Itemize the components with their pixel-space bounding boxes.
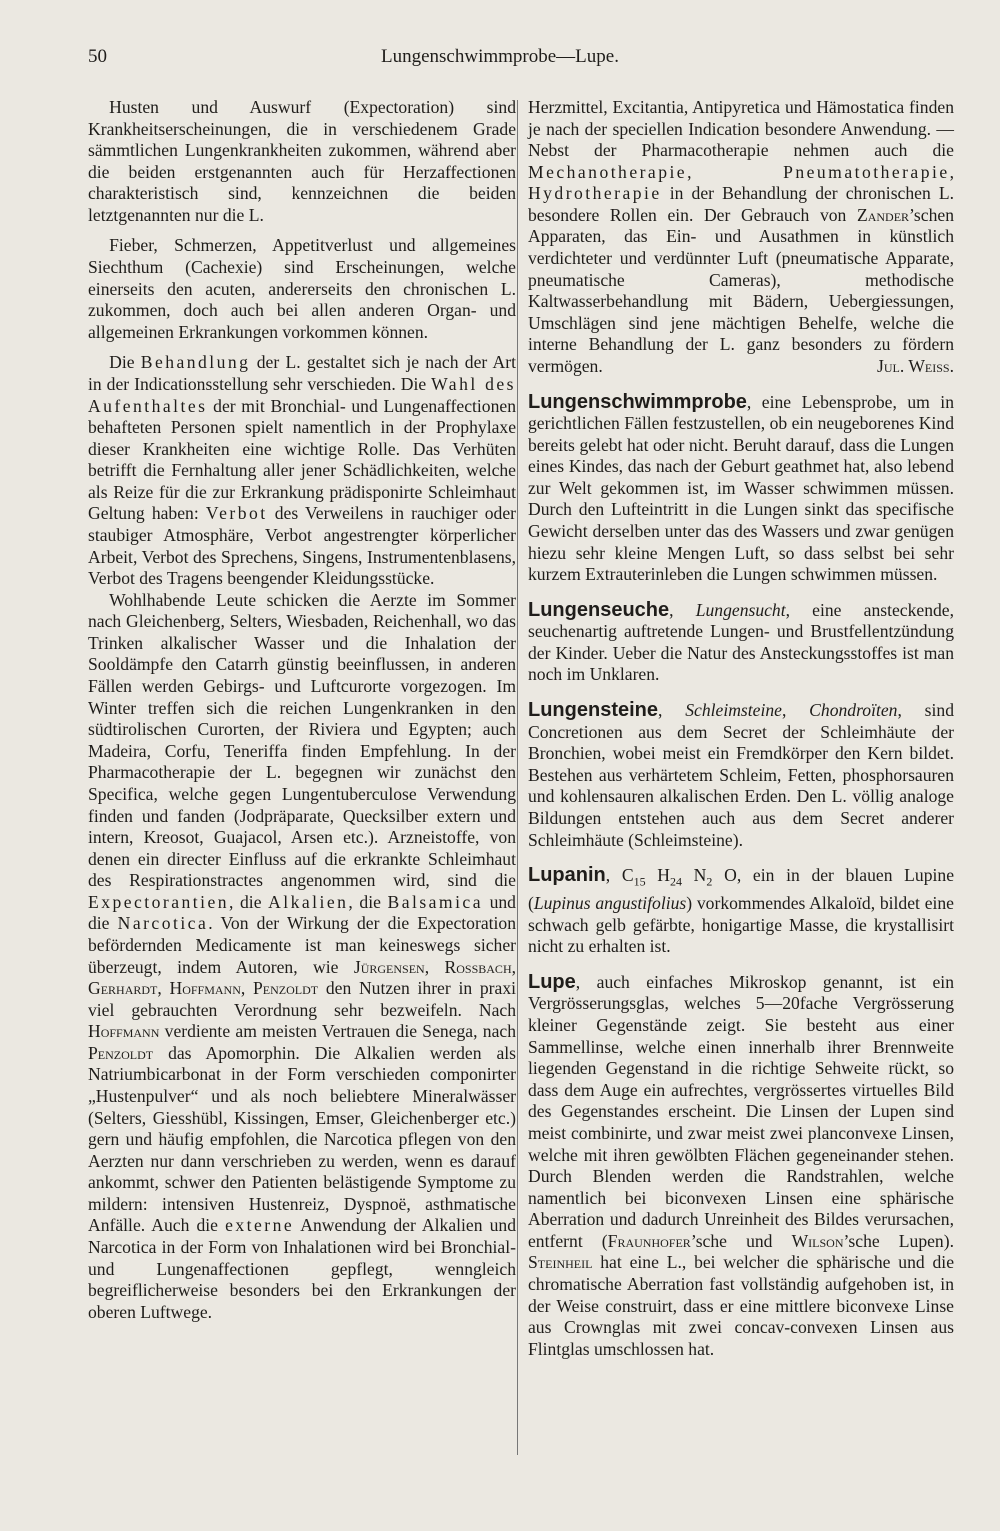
entry-headword: Lupe	[528, 970, 576, 993]
text: , die	[348, 891, 388, 912]
emphasis: Alkalien	[268, 891, 349, 912]
entry-lungensteine	[528, 700, 954, 851]
author-name: Penzoldt	[88, 1042, 154, 1063]
text: . Von der Wirkung der die Expectoration befördernden Medicamente ist man keineswegs sicher überzeugt, indem Autoren, wie	[88, 913, 516, 977]
text: , die	[229, 891, 269, 912]
entry-text: , auch einfaches Mikroskop genannt, ist ein Vergrösserungsglas, welches 5—20fache Vergrösserung kleiner Gegenstände zeigt. Sie besteht aus einer Sammellinse, welche einen innerhalb ihrer Brennweite liegenden Gegenstand in die richtige Sehweite rückt, so dass dem Auge ein aufrechtes, vergrössertes virtuelles Bild des Gegenstandes erscheint. Die Linsen der Lupen sind meist combinirte, und zwar meist zwei planconvexe Linsen, welche mit ihren gewölbten Flächen gegeneinander stehen. Durch Blenden werden die Randstrahlen, welche namentlich bei biconvexen Linsen eine sphärische Aberration und dadurch Unreinheit des Bildes verursachen, entfernt (	[528, 971, 954, 1251]
text: Fieber, Schmerzen, Appetitverlust und allgemeines Siechthum (Cachexie) sind Erscheinungen, welche einerseits den acuten, andererseits den chronischen L. zukommen, doch auch bei allen anderen Organ- und allgemeinen Erkrankungen vorkommen können.	[88, 235, 516, 342]
emphasis: Balsamica	[387, 891, 483, 912]
text: Husten und Auswurf (Expectoration) sind Krankheitserscheinungen, die in verschiedenem Grade sämmtlichen Lungenkrankheiten zukommen, während aber die beiden erstgenannten auch für Herzaffectionen charakteristisch sind, kennzeichnen die beiden letztgenannten nur die L.	[88, 97, 516, 225]
page-number: 50	[88, 46, 107, 67]
formula-part: H	[645, 865, 670, 886]
text: verdiente am meisten Vertrauen die Senega, nach	[159, 1021, 516, 1042]
author-name: Steinheil	[528, 1252, 593, 1273]
text: den Nutzen ihrer in praxi viel gebrauchten Verordnung sehr bezweifeln. Nach	[88, 978, 517, 1020]
author-signature: Jul. Weiss.	[877, 355, 954, 376]
text: Wohlhabende Leute schicken die Aerzte im Sommer nach Gleichenberg, Selters, Wiesbaden, Reichenhall, wo das Trinken alkalischer Wasser und die Inhalation der Sooldämpfe den Catarrh günstig beeinflussen, in anderen Fällen werden Gebirgs- und Luftcurorte vorgezogen. Im Winter treffen sich die reichen Lungenkranken in den südtirolischen Curorten, der Riviera und Egypten; auch Madeira, Corfu, Teneriffa finden Empfehlung. In der Pharmacotherapie der L. begegnen wir zunächst den Specifica, welche gegen Lungentuberculose Verwendung finden und fanden (Jodpräparate, Quecksilber extern und intern, Kreosot, Guajacol, Arsen etc.). Arzneistoffe, von denen ein directer Einfluss auf die erkrankte Schleimhaut des Respirationstractes angenommen wird, sind die	[88, 589, 516, 891]
author-name: Jürgensen	[353, 956, 425, 977]
text: das Apomorphin. Die Alkalien werden als Natriumbicarbonat in der Form verschieden componirter „Hustenpulver“ und als noch beliebtere Mineralwässer (Selters, Giesshübl, Kissingen, Emser, Gleichenberger etc.) gern und häufig empfohlen, die Narcotica pflegen von den Aerzten nur dann verschrieben zu werden, wenn es darauf ankommt, schwer den Patienten belästigende Symptome zu mildern: intensiven Hustenreiz, Dyspnoë, asthmatische Anfälle. Auch die	[88, 1042, 516, 1236]
text: in der Behandlung der chronischen L. besondere Rollen ein. Der Gebrauch von	[528, 183, 954, 225]
entry-headword: Lungensteine	[528, 699, 659, 722]
entry-text: , eine Lebensprobe, um in gerichtlichen Fällen festzustellen, ob ein neugeborenes Kind bereits gelebt hat oder nicht. Beruht darauf, dass die Lungen eines Kindes, das nach der Geburt geathmet hat, also lebend zur Welt gekommen ist, im Wasser schwimmen müssen. Durch den Lufteintritt in die Lungen sinkt das specifische Gewicht derselben unter das des Wassers und zwar genügen hiezu sehr kleine Mengen Luft, so dass selbst bei sehr kurzem Extrauterinleben die Lungen schwimmen müssen.	[528, 391, 954, 585]
author-name: Hoffmann	[88, 1021, 160, 1042]
formula-subscript: 15	[633, 874, 646, 889]
column-divider	[517, 100, 518, 1455]
text: ,	[424, 956, 445, 977]
entry-headword: Lupanin	[528, 864, 606, 887]
paragraph-therapies	[528, 97, 954, 378]
author-name: Penzoldt	[253, 978, 319, 999]
running-head: Lungenschwimmprobe—Lupe.	[381, 46, 619, 67]
synonym: Schleimsteine	[685, 700, 782, 721]
synonym: Chondroïten	[809, 700, 898, 721]
text: der mit Bronchial- und Lungenaffectionen behafteten Personen spielt namentlich in der Prophylaxe dieser Krankheiten eine wichtige Rolle. Das Verhüten betrifft die Fernhaltung aller jener Schädlichkeiten, welche als Reize für die zur Erkrankung prädisponirte Schleimhaut Geltung haben:	[88, 395, 516, 524]
emphasis: Narcotica	[117, 913, 209, 934]
emphasis: Expectorantien	[88, 891, 229, 912]
text: ’schen Apparaten, das Ein- und Ausathmen in künstlich verdichteter und verdünnter Luft (pneumatische Apparate, pneumatische Cameras), methodische Kaltwasserbehandlung mit Bädern, Uebergiessungen, Umschlägen sind jene mächtigen Behelfe, welche die interne Behandlung der L. ganz besonders zu fördern vermögen.	[528, 204, 954, 376]
entry-lupanin	[528, 865, 954, 958]
author-name: Rossbach	[444, 956, 512, 977]
entry-headword: Lungenseuche	[528, 598, 670, 621]
paragraph-symptoms-cough	[88, 97, 516, 226]
author-name: Gerhardt	[88, 978, 158, 999]
emphasis: Mechanotherapie	[528, 161, 688, 182]
formula-subscript: 24	[670, 874, 682, 889]
text: Die	[109, 352, 141, 373]
entry-text: ,	[658, 700, 686, 721]
emphasis: externe	[225, 1215, 295, 1236]
text: der L. gestaltet sich je nach der Art in der Indicationsstellung sehr verschieden. Die	[88, 352, 516, 394]
paragraph-treatment	[88, 352, 516, 589]
entry-text: , ein in der blauen Lupine (	[528, 865, 955, 914]
entry-text: ,	[669, 599, 696, 620]
text: ,	[240, 978, 254, 999]
emphasis: Hydrotherapie	[528, 183, 662, 204]
left-column	[88, 97, 516, 1323]
formula-part: , C	[605, 865, 634, 886]
formula-subscript: 2	[706, 874, 713, 889]
author-name: Hoffmann	[169, 978, 241, 999]
text: ,	[949, 161, 954, 182]
text: des Verweilens in rauchiger oder staubiger Atmosphäre, Verbot angestrengter körperlicher Arbeit, Verbot des Sprechens, Singens, Instrumentenblasens, Verbot des Tragens beengender Kleidungsstücke.	[88, 503, 516, 589]
text: ,	[157, 978, 170, 999]
entry-text: ,	[781, 700, 810, 721]
entry-text: ’sche und	[690, 1230, 792, 1251]
entry-text: ) vorkommendes Alkaloïd, bildet eine schwach gelb gefärbte, honigartige Masse, die krystallisirt nicht zu erhalten ist.	[528, 893, 954, 957]
formula-part: N	[682, 865, 707, 886]
emphasis: Pneumatotherapie	[783, 161, 950, 182]
text: Anwendung der Alkalien und Narcotica in der Form von Inhalationen wird bei Bronchial- und Lungenaffectionen gepflegt, wenngleich begreiflicherweise besonders bei den Erkrankungen der oberen Luftwege.	[88, 1215, 517, 1322]
text: Herzmittel, Excitantia, Antipyretica und Hämostatica finden je nach der speciellen Indication besondere Anwendung. — Nebst der Pharmacotherapie nehmen auch die	[528, 97, 954, 161]
entry-lungenschwimmprobe	[528, 392, 954, 586]
text: ,	[687, 161, 784, 182]
entry-text: ’sche Lupen).	[843, 1230, 954, 1251]
emphasis: Behandlung	[140, 352, 251, 373]
page-header	[0, 46, 1000, 72]
paragraph-symptoms-fever	[88, 235, 516, 343]
formula-part: O	[712, 865, 737, 886]
author-name: Fraunhofer	[607, 1230, 691, 1251]
emphasis: Verbot	[205, 503, 268, 524]
entry-text: , eine ansteckende, seuchenartig auftretende Lungen- und Brustfellentzündung der Kinder. Ueber die Natur des Ansteckungsstoffes ist man noch im Unklaren.	[528, 599, 954, 685]
text: ,	[511, 956, 517, 977]
text: und die	[88, 891, 516, 934]
author-name: Wilson	[791, 1230, 844, 1251]
synonym: Lungensucht	[695, 599, 786, 620]
latin-name: Lupinus angustifolius	[533, 893, 687, 914]
entry-text: hat eine L., bei welcher die sphärische und die chromatische Aberration fast vollständig aufgehoben ist, in der Weise construirt, dass er eine mittlere biconvexe Linse aus Crownglas mit zwei concav-convexen Linsen aus Flintglas umschlossen hat.	[528, 1252, 954, 1359]
author-name: Zander	[856, 204, 910, 225]
emphasis: Wahl des Aufenthaltes	[88, 373, 516, 416]
paragraph-climate-pharmacotherapy	[88, 590, 516, 1324]
entry-lungenseuche	[528, 600, 954, 686]
entry-headword: Lungenschwimmprobe	[528, 390, 747, 413]
right-column	[528, 97, 954, 1360]
entry-text: , sind Concretionen aus dem Secret der Schleimhäute der Bronchien, wobei meist ein Fremdkörper den Kern bildet. Bestehen aus verhärtetem Schleim, Fetten, phosphorsauren und kohlensauren alkalischen Erden. Den L. völlig analoge Bildungen entstehen auch aus dem Secret anderer Schleimhäute (Schleimsteine).	[528, 700, 954, 850]
entry-lupe	[528, 972, 954, 1360]
